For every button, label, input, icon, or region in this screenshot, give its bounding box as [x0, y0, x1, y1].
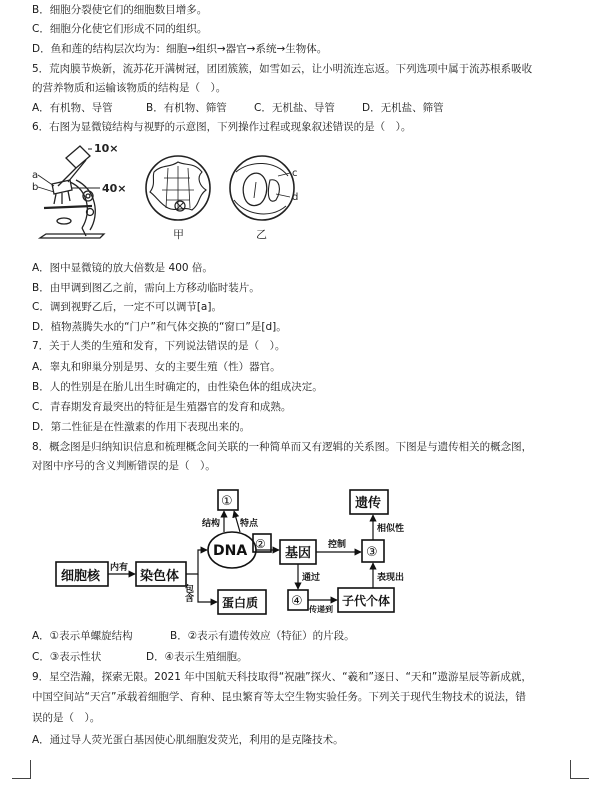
q7-option-b: B．人的性别是在胎儿出生时确定的，由性染色体的组成决定。 [32, 381, 323, 393]
nucleus-text: 细胞核 [61, 569, 101, 584]
label-a: a [32, 170, 39, 181]
q5-stem-line1: 5．荒肉膜节焕新，流苏花开满树冠，团团簇簇，如雪如云，让小明流连忘返。下列选项中属于流苏根系吸收 [32, 63, 533, 75]
label-c: c [292, 168, 298, 179]
view-jia-label: 甲 [173, 228, 184, 241]
q8-option-d: D．④表示生殖细胞。 [146, 651, 248, 663]
q4-option-b: B．细胞分裂使它们的细胞数目增多。 [32, 4, 208, 16]
q5-option-b: B．有机物、筛管 [146, 102, 227, 114]
microscope-figure [30, 138, 300, 250]
q5-option-d: D．无机盐、筛管 [362, 102, 444, 114]
circle3-text: ③ [366, 545, 378, 560]
q8-option-c: C．③表示性状 [32, 651, 102, 663]
q9-stem-line3: 误的是（ ）。 [32, 712, 101, 724]
q4-option-c: C．细胞分化使它们形成不同的组织。 [32, 23, 208, 35]
structure-text: 结构 [202, 519, 221, 529]
heredity-text: 遗传 [355, 496, 382, 511]
q6-stem: 6．右图为显微镜结构与视野的示意图，下列操作过程或现象叙述错误的是（ ）。 [32, 121, 412, 133]
gene-text: 基因 [285, 546, 312, 561]
label-b: b [32, 182, 39, 193]
corner-mark-right [570, 760, 589, 779]
q5-stem-line2: 的营养物质和运输该物质的结构是（ ）。 [32, 82, 227, 94]
control-text: 控制 [328, 540, 347, 550]
q5-option-a: A．有机物、导管 [32, 102, 113, 114]
q5-option-c: C．无机盐、导管 [254, 102, 335, 114]
q9-stem-line2: 中国空间站“天宫”承载着细胞学、育种、昆虫繁育等太空生物实验任务。下列关于现代生物技术的说法，错 [32, 691, 526, 703]
corner-mark-left [12, 760, 31, 779]
q8-stem-line1: 8．概念图是归纳知识信息和梳理概念间关联的一种简单而又有逻辑的关系图。下图是与遗传相关的概念图， [32, 441, 533, 453]
transmit-text: 传递到 [309, 605, 333, 614]
circle1-text: ① [221, 494, 233, 509]
q8-option-b: B．②表示有遗传效应（特征）的片段。 [170, 630, 355, 642]
q6-option-b: B．由甲调到图乙之前，需向上方移动临时装片。 [32, 282, 260, 294]
q9-option-a: A．通过导人荧光蛋白基因使心肌细胞发荧光，利用的是克隆技术。 [32, 734, 344, 746]
circle2-text: ② [255, 537, 266, 551]
objective-magnification: 40× [102, 182, 127, 195]
q6-option-c: C．调到视野乙后，一定不可以调节[a]。 [32, 301, 222, 313]
chromosome-text: 染色体 [140, 569, 180, 584]
dna-text: DNA [213, 543, 248, 559]
q7-stem: 7．关于人类的生殖和发育，下列说法错误的是（ ）。 [32, 340, 286, 352]
offspring-text: 子代个体 [342, 594, 391, 608]
protein-text: 蛋白质 [222, 596, 259, 610]
view-yi-label: 乙 [256, 228, 267, 241]
through-text: 通过 [302, 573, 321, 583]
circle4-text: ④ [291, 594, 303, 609]
contains1-text: 内有 [110, 563, 129, 573]
eyepiece-magnification: 10× [94, 142, 119, 155]
contains2-text: 包含 [183, 584, 193, 602]
q7-option-c: C．青春期发育最突出的特征是生殖器官的发育和成熟。 [32, 401, 292, 413]
concept-map [52, 486, 424, 620]
q7-option-d: D．第二性征是在性激素的作用下表现出来的。 [32, 421, 251, 433]
q8-stem-line2: 对图中序号的含义判断错误的是（ ）。 [32, 460, 216, 472]
express-text: 表现出 [377, 573, 405, 583]
q6-option-d: D．植物蒸腾失水的“门户”和气体交换的“窗口”是[d]。 [32, 321, 287, 333]
q4-option-d: D．鱼和莲的结构层次均为：细胞→组织→器官→系统→生物体。 [32, 43, 328, 55]
q7-option-a: A．睾丸和卵巢分别是男、女的主要生殖（性）器官。 [32, 361, 281, 373]
q8-option-a: A．①表示单螺旋结构 [32, 630, 133, 642]
label-d: d [292, 192, 299, 203]
feature-text: 特点 [240, 519, 259, 529]
q6-option-a: A．图中显微镜的放大倍数是 400 倍。 [32, 262, 213, 274]
similarity-text: 相似性 [377, 524, 405, 534]
q9-stem-line1: 9．星空浩瀚，探索无限。2021 年中国航天科技取得“祝融”探火、“羲和”逐日、“天和”遨游星辰等新成就， [32, 671, 532, 683]
